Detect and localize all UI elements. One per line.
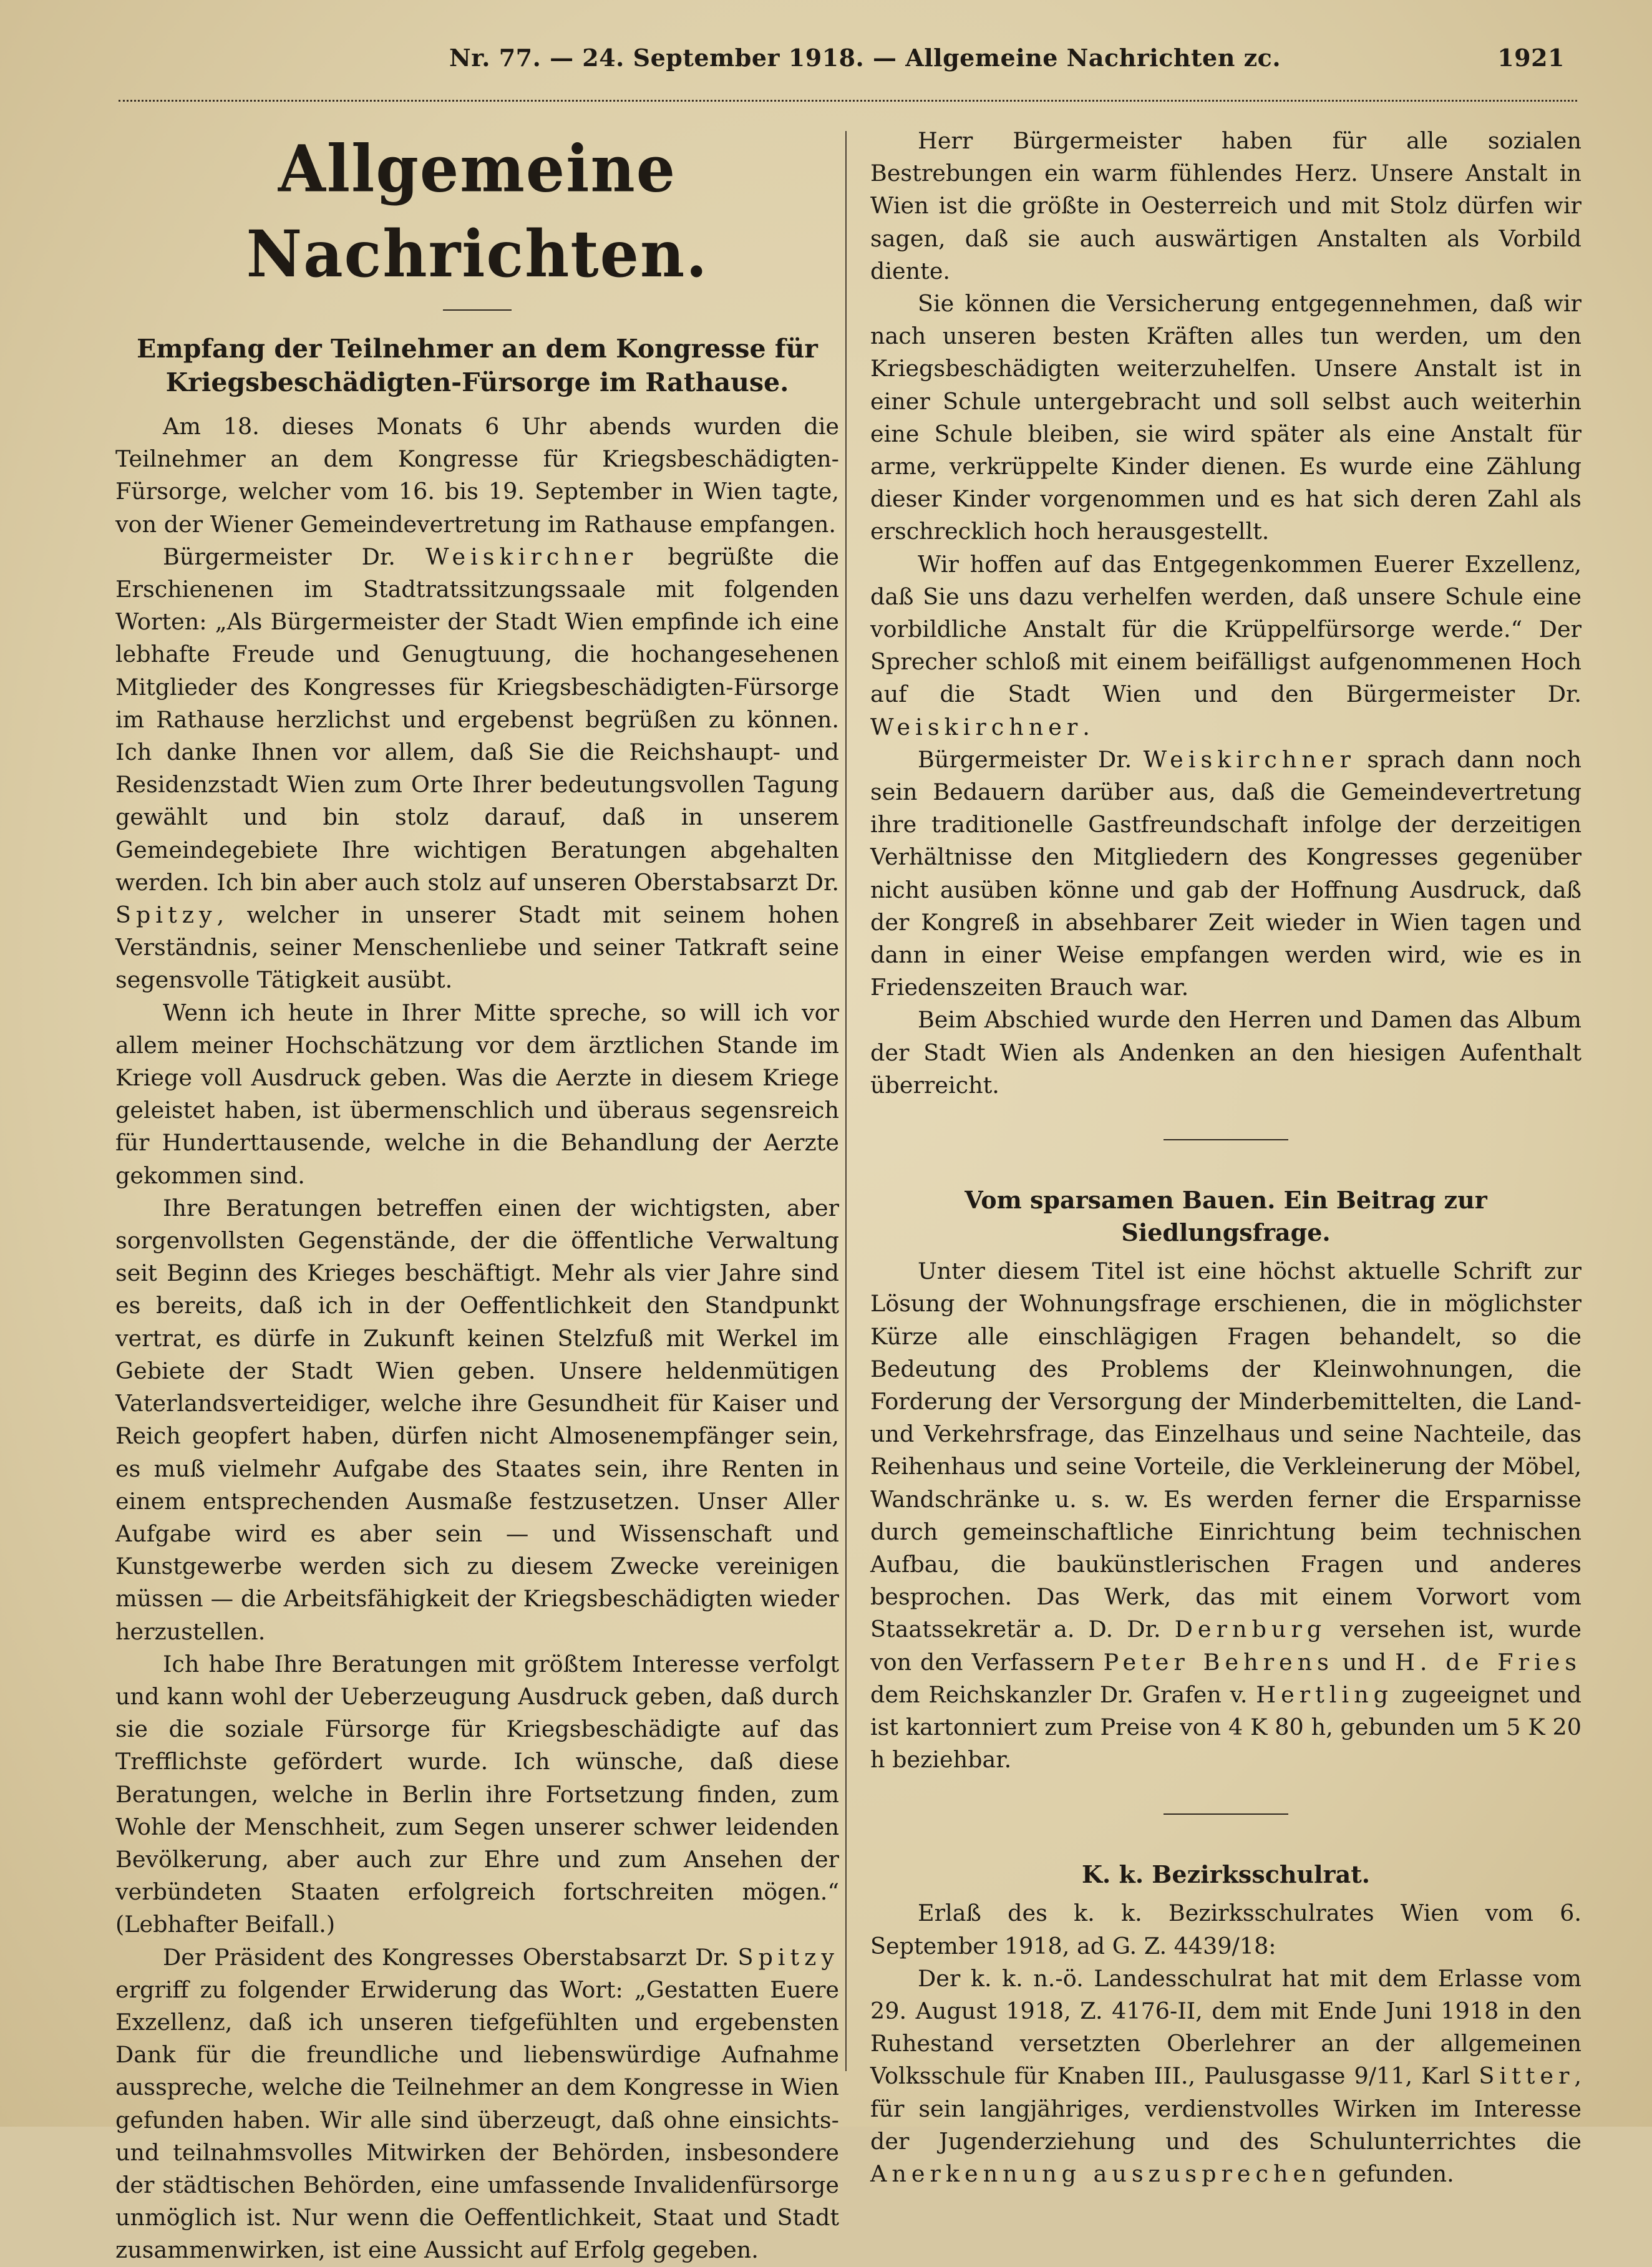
section-masthead: Allgemeine Nachrichten. [246,131,709,293]
article-title-schoolboard: K. k. Bezirksschulrat. [1082,1860,1370,1889]
spaced-name: Spitzy [115,901,217,929]
spaced-name: Hertling [1256,1681,1394,1708]
spaced-phrase: Anerkennung auszusprechen [870,2160,1331,2187]
spaced-name: Dernburg [1174,1616,1327,1643]
paragraph: Erlaß des k. k. Bezirksschulrates Wien vom 6. September 1918, ad G. Z. 4439/18: [870,1900,1582,1959]
column-divider [845,131,847,2071]
spaced-name: Spitzy [737,1943,839,1971]
spaced-name: H. de Fries [1395,1648,1582,1676]
spaced-name: Peter Behrens [1103,1648,1334,1676]
paragraph: Wir hoffen auf das Entgegenkommen Euerer Exzellenz, daß Sie uns dazu verhelfen werden, daß unsere Schule eine vorbildliche Anstalt für die Krüppelfürsorge werde.“ Der Sprecher schloß mit einem beifälligst aufgenommenen Hoch auf die Stadt Wien und den Bürgermeister Dr. Weiskirchner. [870,550,1582,740]
page-number: 1921 [1497,44,1565,72]
article-title-reception: Empfang der Teilnehmer an dem Kongresse für Kriegsbeschädigten-Fürsorge im Rathause. [137,334,818,397]
paragraph: Ihre Beratungen betreffen einen der wichtigsten, aber sorgenvollsten Gegenstände, der die öffentliche Verwaltung seit Beginn des Krieges beschäftigt. Mehr als vier Jahre sind es bereits, daß ich in der Oeffentlichkeit den Standpunkt vertrat, es dürfe in Zukunft keinen Stelzfuß mit Werkel im Gebiete der Stadt Wien geben. Unsere heldenmütigen Vaterlandsverteidiger, welche ihre Gesundheit für Kaiser und Reich geopfert haben, dürfen nicht Almosenempfänger sein, es muß vielmehr Aufgabe des Staates sein, ihre Renten in einem entsprechenden Ausmaße festzusetzen. Unser Aller Aufgabe wird es aber sein — und Wissenschaft und Kunstgewerbe werden sich zu diesem Zwecke vereinigen müssen — die Arbeitsfähigkeit der Kriegsbeschädigten wieder herzustellen. [115,1194,839,1645]
paragraph: Unter diesem Titel ist eine höchst aktuelle Schrift zur Lösung der Wohnungsfrage erschienen, die in möglichster Kürze alle einschlägigen Fragen behandelt, so die Bedeutung des Problems der Kleinwohnungen, die Forderung der Versorgung der Minderbemittelten, die Land- und Verkehrsfrage, das Einzelhaus und seine Nachteile, das Reihenhaus und seine Vorteile, die Verkleinerung der Möbel, Wandschränke u. s. w. Es werden ferner die Ersparnisse durch gemeinschaftliche Einrichtung beim technischen Aufbau, die baukünstlerischen Fragen und anderes besprochen. Das Werk, das mit einem Vorwort vom Staatssekretär a. D. Dr. Dernburg versehen ist, wurde von den Verfassern Peter Behrens und H. de Fries dem Reichskanzler Dr. Grafen v. Hertling zugeeignet und ist kartonniert zum Preise von 4 K 80 h, gebunden um 5 K 20 h beziehbar. [870,1258,1582,1774]
paragraph: Am 18. dieses Monats 6 Uhr abends wurden die Teilnehmer an dem Kongresse für Kriegsbeschädigten-Fürsorge, welcher vom 16. bis 19. September in Wien tagte, von der Wiener Gemeindevertretung im Rathause empfangen. [115,413,839,538]
masthead-rule [443,309,512,311]
paragraph: Wenn ich heute in Ihrer Mitte spreche, so will ich vor allem meiner Hochschätzung vor dem ärztlichen Stande im Kriege voll Ausdruck geben. Was die Aerzte in diesem Kriege geleistet haben, ist übermenschlich und überaus segensreich für Hunderttausende, welche in die Behandlung der Aerzte gekommen sind. [115,999,839,1189]
article-separator [1164,1139,1288,1140]
header-rule [119,94,1577,102]
article-separator [1164,1813,1288,1815]
paragraph: Bürgermeister Dr. Weiskirchner sprach dann noch sein Bedauern darüber aus, daß die Gemeindevertretung ihre traditionelle Gastfreundschaft infolge der derzeitigen Verhältnisse den Mitgliedern des Kongresses gegenüber nicht ausüben könne und gab der Hoffnung Ausdruck, daß der Kongreß in absehbarer Zeit wieder in Wien tagen und dann in einer Weise empfangen werden wird, wie es in Friedenszeiten Brauch war. [870,745,1582,1001]
left-column [115,125,839,2267]
spaced-name: Weiskirchner [1143,745,1356,773]
paragraph: Der k. k. n.-ö. Landesschulrat hat mit dem Erlasse vom 29. August 1918, Z. 4176-II, dem mit Ende Juni 1918 in den Ruhestand versetzten Oberlehrer an der allgemeinen Volksschule für Knaben III., Paulusgasse 9/11, Karl Sitter, für sein langjähriges, verdienstvolles Wirken im Interesse der Jugenderziehung und des Schulunterrichtes die Anerkennung auszusprechen gefunden. [870,1964,1582,2187]
paragraph: Herr Bürgermeister haben für alle sozialen Bestrebungen ein warm fühlendes Herz. Unsere Anstalt in Wien ist die größte in Oesterreich und mit Stolz dürfen wir sagen, daß sie auch auswärtigen Anstalten als Vorbild diente. [870,127,1582,284]
spaced-name: Sitter [1479,2062,1575,2090]
article-title-building: Vom sparsamen Bauen. Ein Beitrag zur Siedlungsfrage. [964,1186,1487,1247]
paragraph: Bürgermeister Dr. Weiskirchner begrüßte die Erschienenen im Stadtratssitzungssaale mit folgenden Worten: „Als Bürgermeister der Stadt Wien empfinde ich eine lebhafte Freude und Genugtuung, die hochangesehenen Mitglieder des Kongresses für Kriegsbeschädigten-Fürsorge im Rathause herzlichst und ergebenst begrüßen zu können. Ich danke Ihnen vor allem, daß Sie die Reichshaupt- und Residenzstadt Wien zum Orte Ihrer bedeutungsvollen Tagung gewählt und bin stolz darauf, daß in unserem Gemeindegebiete Ihre wichtigen Beratungen abgehalten werden. Ich bin aber auch stolz auf unseren Oberstabsarzt Dr. Spitzy, welcher in unserer Stadt mit seinem hohen Verständnis, seiner Menschenliebe und seiner Tatkraft seine segensvolle Tätigkeit ausübt. [115,543,839,994]
paragraph: Sie können die Versicherung entgegennehmen, daß wir nach unseren besten Kräften alles tun werden, um den Kriegsbeschädigten weiterzuhelfen. Unsere Anstalt ist in einer Schule untergebracht und soll selbst auch weiterhin eine Schule bleiben, sie wird später als eine Anstalt für arme, verkrüppelte Kinder dienen. Es wurde eine Zählung dieser Kinder vorgenommen und es hat sich deren Zahl als erschrecklich hoch herausgestellt. [870,290,1582,545]
issue-line: Nr. 77. — 24. September 1918. — Allgemeine Nachrichten zc. [449,44,1281,72]
page-header [119,37,1565,81]
paragraph: Der Präsident des Kongresses Oberstabsarzt Dr. Spitzy ergriff zu folgender Erwiderung das Wort: „Gestatten Euere Exzellenz, daß ich unseren tiefgefühlten und ergebensten Dank für die freundliche und liebenswürdige Aufnahme ausspreche, welche die Teilnehmer an dem Kongresse in Wien gefunden haben. Wir alle sind überzeugt, daß ohne einsichts- und teilnahmsvolles Mitwirken der Behörden, insbesondere der städtischen Behörden, eine umfassende Invalidenfürsorge unmöglich ist. Nur wenn die Oeffentlichkeit, Staat und Stadt zusammenwirken, ist eine Aussicht auf Erfolg gegeben. [115,1943,839,2264]
right-column [870,125,1582,2190]
spaced-name: Weiskirchner [425,543,638,570]
spaced-name: Weiskirchner [870,713,1083,740]
paragraph: Beim Abschied wurde den Herren und Damen das Album der Stadt Wien als Andenken an den hiesigen Aufenthalt überreicht. [870,1006,1582,1099]
paragraph: Ich habe Ihre Beratungen mit größtem Interesse verfolgt und kann wohl der Ueberzeugung Ausdruck geben, daß durch sie die soziale Fürsorge für Kriegsbeschädigte auf das Trefflichste gefördert wurde. Ich wünsche, daß diese Beratungen, welche in Berlin ihre Fortsetzung finden, zum Wohle der Menschheit, zum Segen unserer schwer leidenden Bevölkerung, aber auch zur Ehre und zum Ansehen der verbündeten Staaten erfolgreich fortschreiten mögen.“ (Lebhafter Beifall.) [115,1650,839,1938]
